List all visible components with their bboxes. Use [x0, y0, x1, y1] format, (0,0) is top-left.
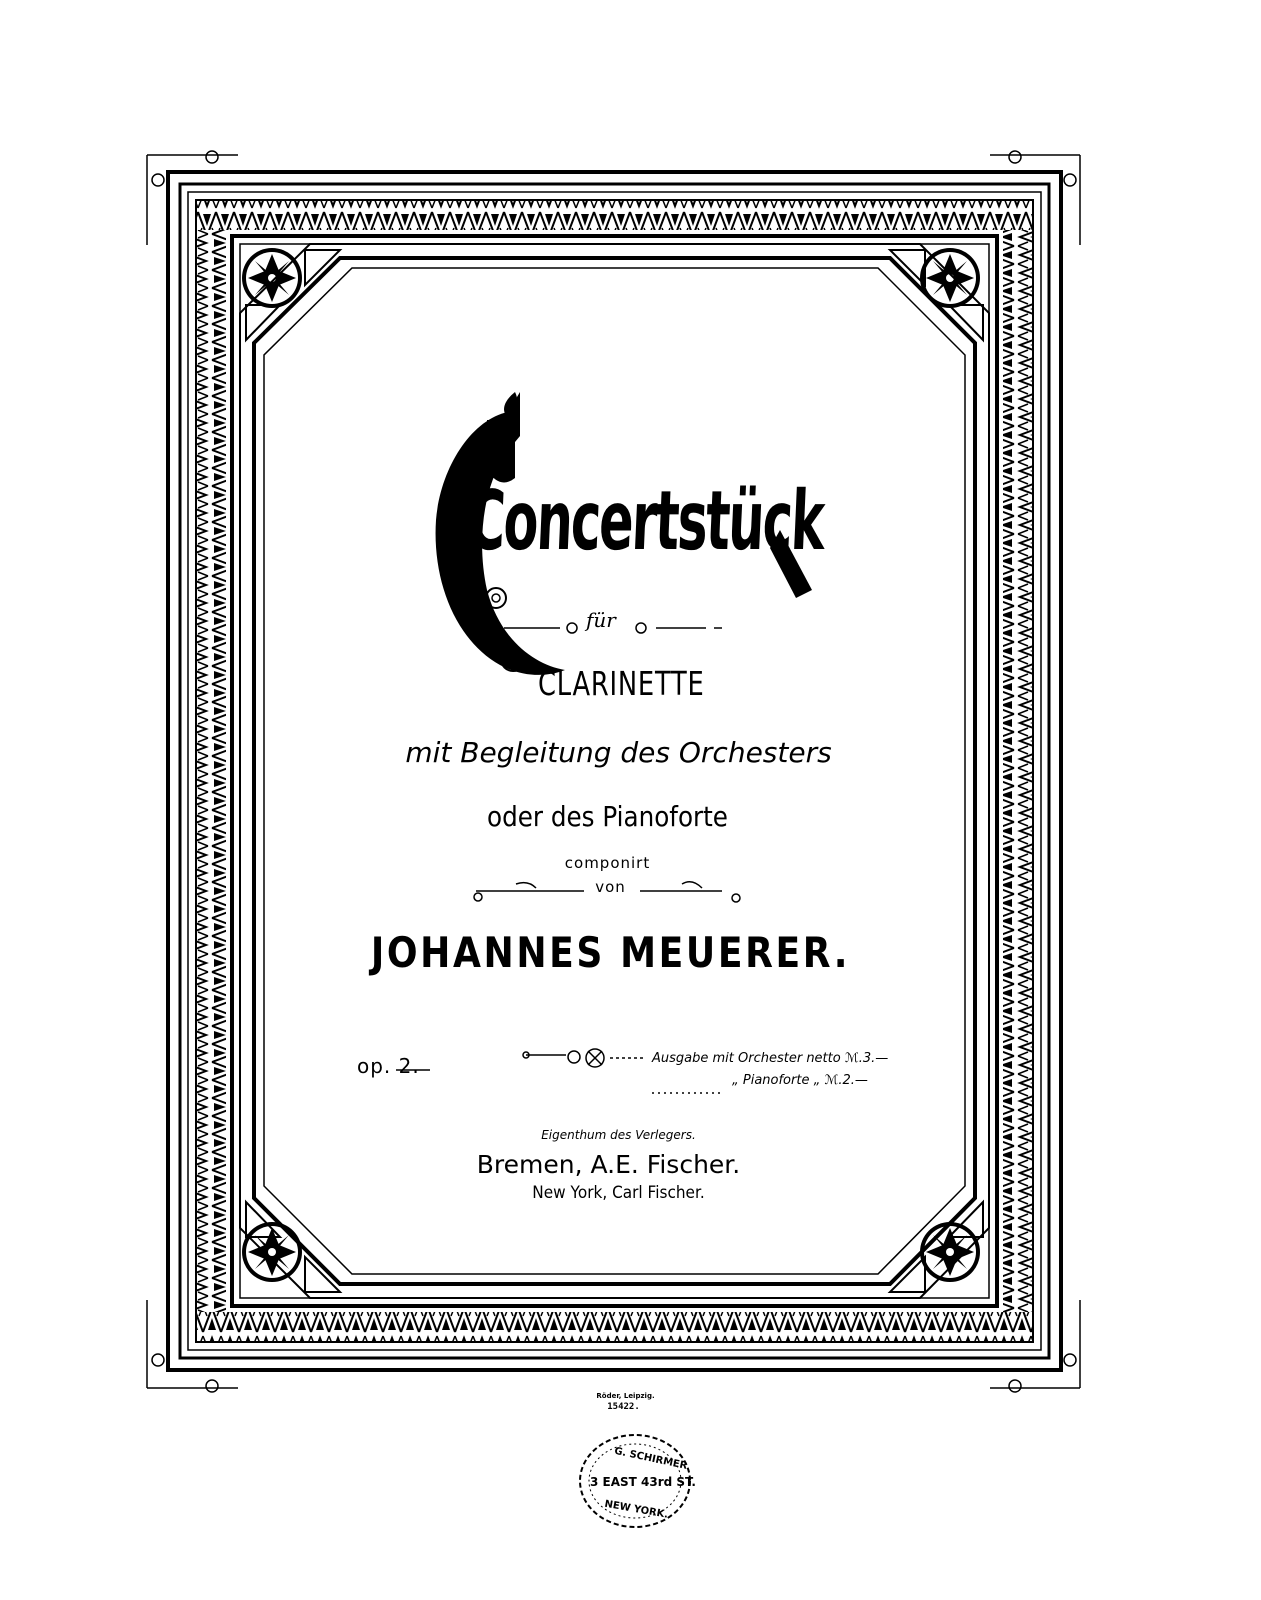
- alternative-line: oder des Pianoforte: [487, 800, 728, 833]
- composed-by-label: componirt: [564, 854, 651, 872]
- title-block: [400, 385, 826, 705]
- accompaniment-line: mit Begleitung des Orchesters: [405, 736, 832, 769]
- title-for: für: [586, 608, 616, 632]
- publisher-secondary: New York, Carl Fischer.: [532, 1183, 705, 1203]
- title-main: Concertstück: [466, 474, 826, 569]
- stamp-line-3: NEW YORK.: [603, 1498, 669, 1521]
- publisher-primary: Bremen, A.E. Fischer.: [476, 1150, 741, 1179]
- plate-number: 15422.: [607, 1402, 640, 1412]
- edition-piano: „ Pianoforte „ ℳ.2.—: [732, 1073, 868, 1088]
- opus-number: op. 2.: [357, 1054, 420, 1078]
- library-stamp: [574, 1430, 696, 1532]
- von-label: von: [595, 878, 626, 896]
- composer-name: JOHANNES MEUERER.: [370, 928, 851, 977]
- property-note: Eigenthum des Verlegers.: [541, 1128, 696, 1142]
- stamp-line-1: G. SCHIRMER: [613, 1445, 689, 1472]
- instrument-name: CLARINETTE: [538, 664, 705, 703]
- engraver-mark: Röder, Leipzig.: [596, 1392, 655, 1400]
- stamp-line-2: 3 EAST 43rd ST.: [590, 1475, 696, 1489]
- edition-orchestra: Ausgabe mit Orchester netto ℳ.3.—: [652, 1051, 889, 1066]
